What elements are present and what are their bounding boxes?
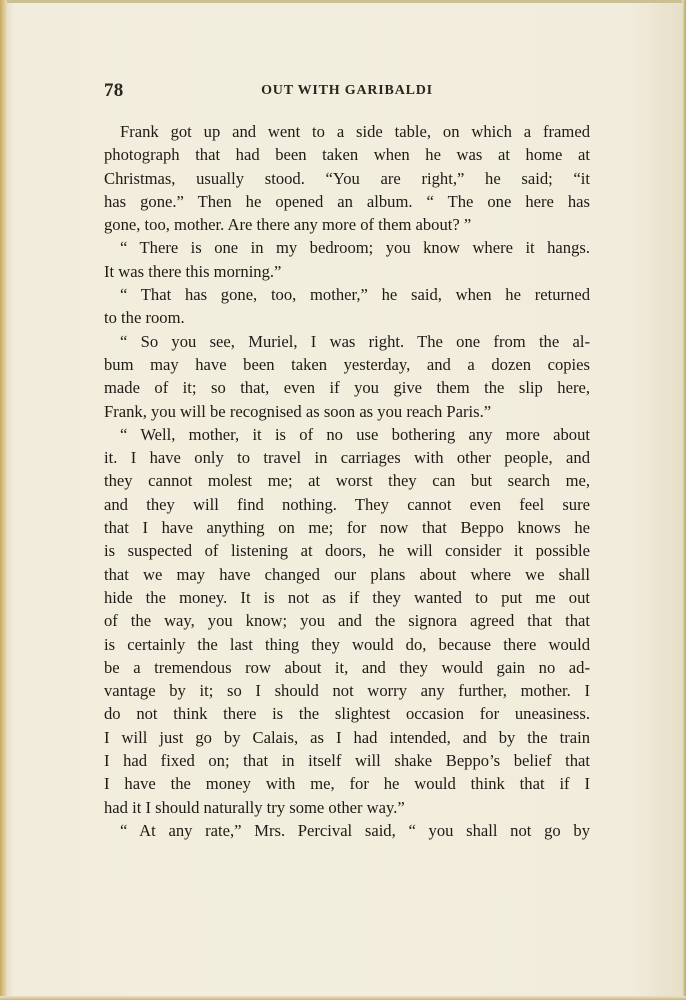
text-line: and they will find nothing. They cannot even feel sure [104,494,590,514]
text-line: Christmas, usually stood. “You are right,” he said; “it [104,168,590,188]
page-right-edge [682,0,686,1000]
text-line: do not think there is the slightest occasion for uneasiness. [104,704,590,724]
text-line: to the room. [104,308,185,328]
text-line: I had fixed on; that in itself will shake Beppo’s belief that [104,751,590,771]
text-line: Frank, you will be recognised as soon as you reach Paris.” [104,401,492,421]
text-line: I will just go by Calais, as I had intended, and by the train [104,727,590,747]
page-header [104,80,590,106]
text-line: It was there this morning.” [104,261,282,281]
text-line: they cannot molest me; at worst they can but search me, [104,471,590,491]
text-line: is suspected of listening at doors, he will consider it possible [104,541,590,561]
text-line: of the way, you know; you and the signora agreed that that [104,611,590,631]
text-line: “ Well, mother, it is of no use bothering any more about [120,424,590,444]
text-line: is certainly the last thing they would do, because there would [104,634,590,654]
text-line: had it I should naturally try some other way.” [104,797,405,817]
body-text [104,120,590,842]
page-top-edge [0,0,686,3]
text-line: photograph that had been taken when he was at home at [104,145,590,165]
page-bottom-edge [0,996,686,1000]
text-line: gone, too, mother. Are there any more of them about? ” [104,215,472,235]
page-number: 78 [104,80,124,101]
text-line: I have the money with me, for he would think that if I [104,774,590,794]
page-binding-edge [0,0,7,1000]
running-title: OUT WITH GARIBALDI [261,83,433,98]
text-line: “ At any rate,” Mrs. Percival said, “ you shall not go by [120,820,590,840]
text-line: it. I have only to travel in carriages with other people, and [104,448,590,468]
text-line: vantage by it; so I should not worry any further, mother. I [104,681,590,701]
text-line: bum may have been taken yesterday, and a dozen copies [104,354,590,374]
text-line: that I have anything on me; for now that Beppo knows he [104,518,590,538]
text-line: “ That has gone, too, mother,” he said, when he returned [120,285,590,305]
text-line: be a tremendous row about it, and they would gain no ad- [104,657,590,677]
text-line: Frank got up and went to a side table, on which a framed [120,122,590,141]
text-line: has gone.” Then he opened an album. “ The one here has [104,191,590,211]
text-line: made of it; so that, even if you give them the slip here, [104,378,590,398]
text-line: hide the money. It is not as if they wanted to put me out [104,587,590,607]
text-line: that we may have changed our plans about where we shall [104,564,590,584]
text-line: “ There is one in my bedroom; you know where it hangs. [120,238,590,258]
text-line: “ So you see, Muriel, I was right. The one from the al- [120,331,590,351]
